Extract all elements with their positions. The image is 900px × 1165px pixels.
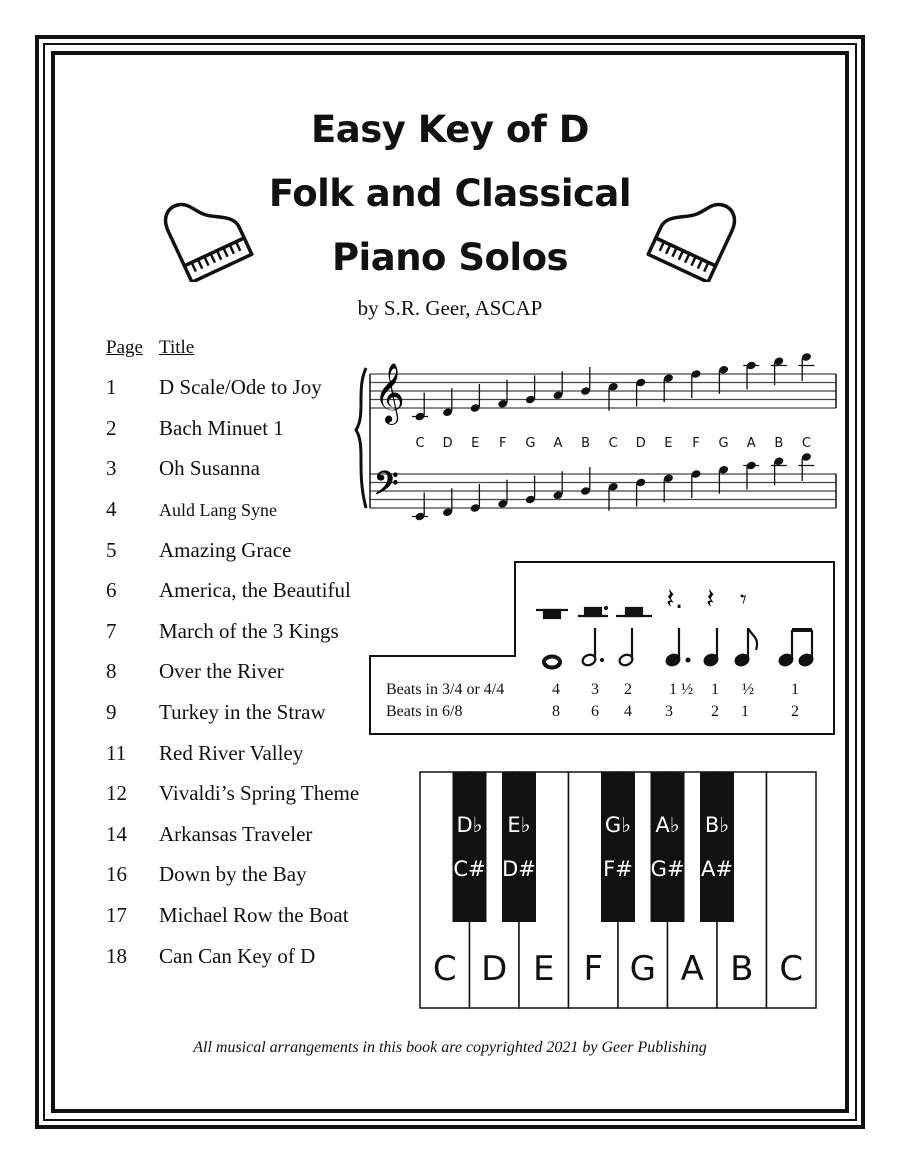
white-key-label: C [779,949,804,989]
beats-value: 1 [791,681,799,698]
toc-page-number: 7 [106,619,117,643]
beats-row2-label: Beats in 6/8 [386,703,463,720]
white-key-label: F [583,949,604,989]
black-key-flat-label: B♭ [704,813,730,837]
black-key-flat-label: G♭ [604,813,632,837]
bass-scale-note [771,456,787,485]
eighth-rest-icon: 𝄾 [740,585,747,615]
beats-value: 1 [711,681,719,698]
scale-note-label: F [692,436,700,451]
toc-title: Auld Lang Syne [159,500,277,520]
white-key [767,772,817,1008]
dotted-quarter-rest-icon: 𝄽. [666,582,684,615]
treble-scale-note [497,380,508,409]
toc-page-number: 6 [106,578,117,602]
brace [356,368,366,508]
toc-page-header: Page [106,337,143,358]
bass-scale-note [525,476,536,505]
toc-page-number: 5 [106,538,117,562]
beats-value: 2 [624,681,632,698]
bass-scale-note [690,469,701,498]
toc-title: Over the River [159,659,284,683]
toc-title: D Scale/Ode to Joy [159,375,322,399]
title-line-1: Easy Key of D [311,108,589,151]
black-key-flat-label: D♭ [456,813,483,837]
scale-note-label: C [608,436,618,451]
bass-scale-note [552,471,563,500]
toc-title: Vivaldi’s Spring Theme [159,781,360,805]
toc-title: Amazing Grace [159,538,292,562]
toc-page-number: 14 [106,822,127,846]
toc-title: March of the 3 Kings [159,619,339,643]
scale-note-label: A [746,436,756,451]
scale-note-label: B [774,436,784,451]
bass-clef-icon: 𝄢 [374,465,399,509]
bass-scale-note [608,482,619,511]
treble-scale-note [635,378,646,407]
black-key [453,772,487,922]
beats-value: 4 [624,703,632,720]
toc-title: Bach Minuet 1 [159,416,284,440]
scale-note-label: F [499,436,507,451]
toc-page-number: 4 [106,497,117,521]
treble-scale-note [690,369,701,398]
black-key [502,772,536,922]
black-key-sharp-label: G# [650,857,685,881]
white-key-label: B [730,949,754,989]
treble-scale-note [798,352,814,381]
bass-scale-note [497,480,508,509]
beats-value: 4 [552,681,560,698]
beats-value: 2 [791,703,799,720]
treble-scale-note [470,384,481,413]
beats-value: 6 [591,703,599,720]
beats-value: 3 [591,681,599,698]
scale-note-label: D [635,436,646,451]
toc-title: America, the Beautiful [159,578,351,602]
scale-note-label: D [442,436,453,451]
toc-title: Arkansas Traveler [159,822,313,846]
beats-value: 1 ½ [669,681,693,698]
black-key-sharp-label: C# [453,857,486,881]
treble-scale-note [608,382,619,411]
treble-scale-note [771,356,787,385]
treble-scale-note [718,365,729,394]
title-line-2: Folk and Classical [268,172,632,215]
toc-title: Red River Valley [159,741,304,765]
whole-note-icon [544,657,560,668]
beats-value: 8 [552,703,560,720]
treble-scale-note [743,361,759,390]
piano-keyboard [418,770,818,1010]
title-line-3: Piano Solos [331,236,569,279]
toc-page-number: 11 [106,741,127,765]
scale-note-label: C [415,436,425,451]
toc-title: Michael Row the Boat [159,903,349,927]
scale-note-label: B [581,436,591,451]
toc-page-number: 17 [106,903,127,927]
bass-scale-note [798,452,814,481]
beats-value: 1 [741,703,749,720]
beats-value: 3 [665,703,673,720]
black-key [651,772,685,922]
bass-scale-note [580,467,591,496]
scale-note-label: C [801,436,811,451]
treble-scale-note [442,388,453,417]
black-key-sharp-label: A# [701,857,733,881]
treble-scale-note [552,371,563,400]
white-key-label: E [533,949,555,989]
toc-page-number: 3 [106,456,117,480]
note-values-chart [368,560,836,736]
bass-scale-note [663,473,674,502]
white-key-label: A [680,949,704,989]
bass-scale-note [718,465,729,494]
toc-title-header: Title [159,337,195,358]
scale-note-label: A [553,436,563,451]
black-key [601,772,635,922]
toc-page-number: 16 [106,862,127,886]
bass-scale-note [470,484,481,513]
toc-page-number: 9 [106,700,117,724]
white-key-label: C [432,949,457,989]
toc-page-number: 2 [106,416,117,440]
treble-scale-note [525,376,536,405]
grand-staff-scale [352,350,842,535]
toc-page-number: 12 [106,781,127,805]
scale-note-label: G [718,436,729,451]
beats-value: 2 [711,703,719,720]
toc-title: Oh Susanna [159,456,260,480]
scale-note-label: E [471,436,480,451]
black-key-flat-label: A♭ [655,813,680,837]
black-key [700,772,734,922]
beats-value: ½ [742,681,754,698]
bass-scale-note [442,488,453,517]
copyright-footer: All musical arrangements in this book are copyrighted 2021 by Geer Publishing [193,1039,707,1056]
black-key-sharp-label: D# [502,857,536,881]
grand-piano-icon-left [150,182,260,282]
quarter-rest-icon: 𝄽 [706,582,715,615]
author-byline: by S.R. Geer, ASCAP [357,296,543,320]
treble-scale-note [580,367,591,396]
toc-title: Turkey in the Straw [159,700,326,724]
treble-clef-icon: 𝄞 [374,363,405,423]
treble-scale-note [412,393,428,422]
toc-title: Can Can Key of D [159,944,316,968]
white-key-label: D [481,949,508,989]
scale-note-label: G [525,436,536,451]
black-key-flat-label: E♭ [507,813,531,837]
grand-piano-icon-right [640,182,750,282]
bass-scale-note [635,478,646,507]
black-key-sharp-label: F# [603,857,633,881]
toc-page-number: 18 [106,944,127,968]
beats-row1-label: Beats in 3/4 or 4/4 [386,681,505,698]
toc-page-number: 8 [106,659,117,683]
bass-scale-note [743,461,759,490]
toc-page-number: 1 [106,375,117,399]
bass-scale-note [412,493,428,522]
white-key-label: G [629,949,656,989]
scale-note-label: E [664,436,673,451]
toc-title: Down by the Bay [159,862,307,886]
treble-scale-note [663,373,674,402]
